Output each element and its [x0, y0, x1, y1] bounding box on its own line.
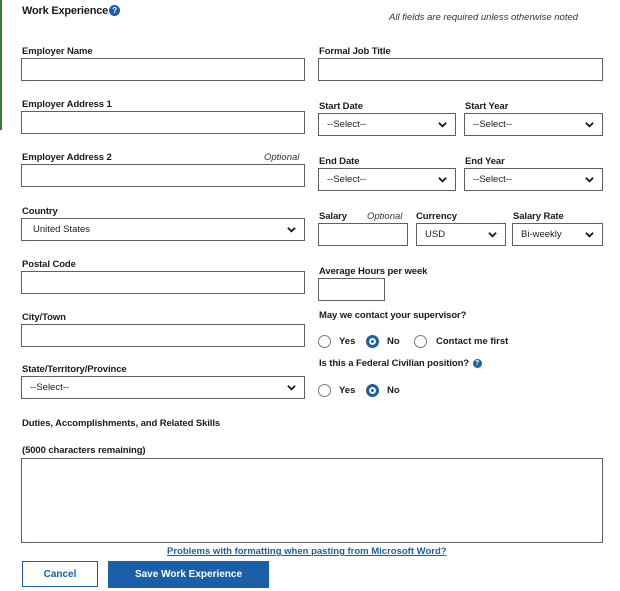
- contact-supervisor-no-label: No: [387, 336, 400, 347]
- federal-civilian-no-radio[interactable]: [366, 384, 379, 397]
- contact-supervisor-label: May we contact your supervisor?: [319, 310, 467, 321]
- employer-address-1-label: Employer Address 1: [22, 99, 112, 110]
- chevron-down-icon: [585, 175, 594, 184]
- left-accent-bar: [0, 0, 2, 130]
- country-select[interactable]: [21, 218, 305, 241]
- duties-textarea[interactable]: [21, 458, 603, 543]
- federal-civilian-yes-radio[interactable]: [318, 384, 331, 397]
- employer-address-2-input[interactable]: [21, 164, 305, 187]
- country-value: United States: [33, 224, 91, 235]
- characters-remaining: (5000 characters remaining): [22, 445, 146, 456]
- salary-rate-select[interactable]: [512, 223, 603, 246]
- federal-civilian-no-label: No: [387, 385, 400, 396]
- contact-supervisor-no-radio[interactable]: [366, 335, 379, 348]
- end-year-label: End Year: [465, 156, 505, 167]
- chevron-down-icon: [287, 225, 296, 234]
- end-date-select[interactable]: [318, 168, 456, 191]
- salary-optional: Optional: [367, 211, 403, 222]
- currency-select[interactable]: [416, 223, 506, 246]
- chevron-down-icon: [438, 175, 447, 184]
- salary-rate-label: Salary Rate: [513, 211, 564, 222]
- currency-label: Currency: [416, 211, 457, 222]
- salary-label: Salary: [319, 211, 347, 222]
- end-date-label: End Date: [319, 156, 360, 167]
- duties-label: Duties, Accomplishments, and Related Skills: [22, 418, 221, 429]
- employer-address-2-optional: Optional: [264, 152, 300, 163]
- state-label: State/Territory/Province: [22, 364, 127, 375]
- employer-address-1-input[interactable]: [21, 111, 305, 134]
- cancel-button[interactable]: Cancel: [22, 561, 98, 587]
- chevron-down-icon: [488, 230, 497, 239]
- help-icon[interactable]: ?: [109, 5, 120, 16]
- job-title-input[interactable]: [318, 58, 603, 81]
- currency-value: USD: [425, 229, 446, 240]
- city-input[interactable]: [21, 324, 305, 347]
- contact-supervisor-first-label: Contact me first: [436, 336, 509, 347]
- help-icon[interactable]: ?: [473, 359, 482, 368]
- end-year-value: --Select--: [473, 174, 513, 185]
- hours-label: Average Hours per week: [319, 266, 428, 277]
- hours-input[interactable]: [318, 278, 385, 301]
- end-date-value: --Select--: [327, 174, 367, 185]
- contact-supervisor-first-radio[interactable]: [414, 335, 427, 348]
- state-value: --Select--: [30, 382, 70, 393]
- chevron-down-icon: [287, 383, 296, 392]
- salary-rate-value: Bi-weekly: [521, 229, 562, 240]
- start-year-select[interactable]: [464, 113, 603, 136]
- chevron-down-icon: [438, 120, 447, 129]
- chevron-down-icon: [585, 230, 594, 239]
- employer-name-input[interactable]: [21, 58, 305, 81]
- salary-input[interactable]: [318, 223, 408, 246]
- required-note: All fields are required unless otherwise noted: [389, 12, 579, 23]
- start-date-label: Start Date: [319, 101, 363, 112]
- contact-supervisor-yes-label: Yes: [339, 336, 356, 347]
- start-year-value: --Select--: [473, 119, 513, 130]
- federal-civilian-label: Is this a Federal Civilian position? ?: [319, 358, 482, 369]
- employer-address-2-label: Employer Address 2: [22, 152, 112, 163]
- start-date-value: --Select--: [327, 119, 367, 130]
- chevron-down-icon: [585, 120, 594, 129]
- start-year-label: Start Year: [465, 101, 509, 112]
- federal-civilian-yes-label: Yes: [339, 385, 356, 396]
- section-title: Work Experience ?: [22, 5, 120, 17]
- employer-name-label: Employer Name: [22, 46, 93, 57]
- postal-code-label: Postal Code: [22, 259, 76, 270]
- start-date-select[interactable]: [318, 113, 456, 136]
- job-title-label: Formal Job Title: [319, 46, 391, 57]
- country-label: Country: [22, 206, 58, 217]
- end-year-select[interactable]: [464, 168, 603, 191]
- formatting-help-link[interactable]: Problems with formatting when pasting from Microsoft Word?: [167, 546, 447, 557]
- postal-code-input[interactable]: [21, 271, 305, 294]
- save-work-experience-button[interactable]: Save Work Experience: [108, 561, 269, 588]
- city-label: City/Town: [22, 312, 66, 323]
- contact-supervisor-yes-radio[interactable]: [318, 335, 331, 348]
- state-select[interactable]: [21, 376, 305, 399]
